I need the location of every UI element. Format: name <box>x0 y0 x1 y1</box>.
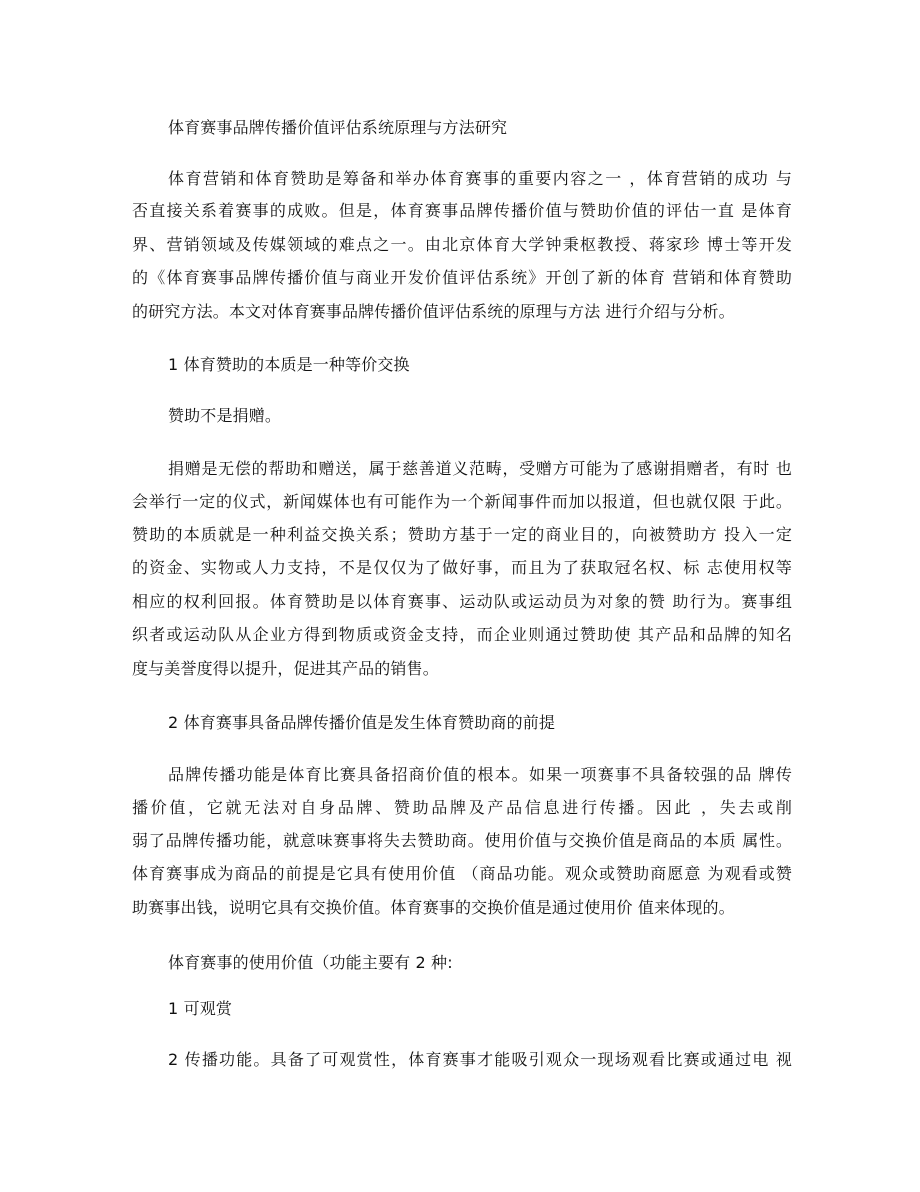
paragraph-line: 会举行一定的仪式，新闻媒体也有可能作为一个新闻事件而加以报道，但也就仅限 于此。 <box>132 492 792 511</box>
paragraph-line: 界、营销领域及传媒领域的难点之一。由北京体育大学钟秉枢教授、蒋家珍 博士等开发 <box>132 235 792 254</box>
paragraph-line: 赞助不是捐赠。 <box>168 406 282 425</box>
section-heading: 2 体育赛事具备品牌传播价值是发生体育赞助商的前提 <box>168 713 556 732</box>
paragraph-line: 播价值，它就无法对自身品牌、赞助品牌及产品信息进行传播。因此 ，失去或削 <box>132 798 792 817</box>
paragraph-line: 的《体育赛事品牌传播价值与商业开发价值评估系统》开创了新的体育 营销和体育赞助 <box>132 268 792 287</box>
paragraph-line: 弱了品牌传播功能，就意味赛事将失去赞助商。使用价值与交换价值是商品的本质 属性。 <box>132 831 792 850</box>
paragraph-line: 助赛事出钱，说明它具有交换价值。体育赛事的交换价值是通过使用价 值来体现的。 <box>132 898 735 917</box>
paragraph-line: 否直接关系着赛事的成败。但是，体育赛事品牌传播价值与赞助价值的评估一直 是体育 <box>132 201 792 220</box>
paragraph-line: 的资金、实物或人力支持，不是仅仅为了做好事，而且为了获取冠名权、标 志使用权等 <box>132 558 792 577</box>
paragraph-line: 品牌传播功能是体育比赛具备招商价值的根本。如果一项赛事不具备较强的品 牌传 <box>168 765 792 784</box>
paragraph-line: 织者或运动队从企业方得到物质或资金支持，而企业则通过赞助使 其产品和品牌的知名 <box>132 625 792 644</box>
paragraph-line: 的研究方法。本文对体育赛事品牌传播价值评估系统的原理与方法 进行介绍与分析。 <box>132 302 735 321</box>
paragraph-line: 度与美誉度得以提升，促进其产品的销售。 <box>132 659 439 678</box>
paragraph-line: 捐赠是无偿的帮助和赠送，属于慈善道义范畴，受赠方可能为了感谢捐赠者，有时 也 <box>168 459 792 478</box>
section-heading: 1 体育赞助的本质是一种等价交换 <box>168 355 410 374</box>
paragraph-line: 赞助的本质就是一种利益交换关系；赞助方基于一定的商业目的，向被赞助方 投入一定 <box>132 525 792 544</box>
paragraph-line: 相应的权利回报。体育赞助是以体育赛事、运动队或运动员为对象的赞 助行为。赛事组 <box>132 592 792 611</box>
paragraph-line: 1 可观赏 <box>168 999 233 1018</box>
paragraph-line: 体育营销和体育赞助是筹备和举办体育赛事的重要内容之一 ，体育营销的成功 与 <box>168 169 792 188</box>
paragraph-line: 体育赛事的使用价值（功能主要有 2 种: <box>168 953 453 972</box>
document-title: 体育赛事品牌传播价值评估系统原理与方法研究 <box>168 118 508 137</box>
paragraph-line: 2 传播功能。具备了可观赏性，体育赛事才能吸引观众一现场观看比赛或通过电 视 <box>168 1050 792 1069</box>
paragraph-line: 体育赛事成为商品的前提是它具有使用价值 （商品功能。观众或赞助商愿意 为观看或赞 <box>132 864 792 883</box>
